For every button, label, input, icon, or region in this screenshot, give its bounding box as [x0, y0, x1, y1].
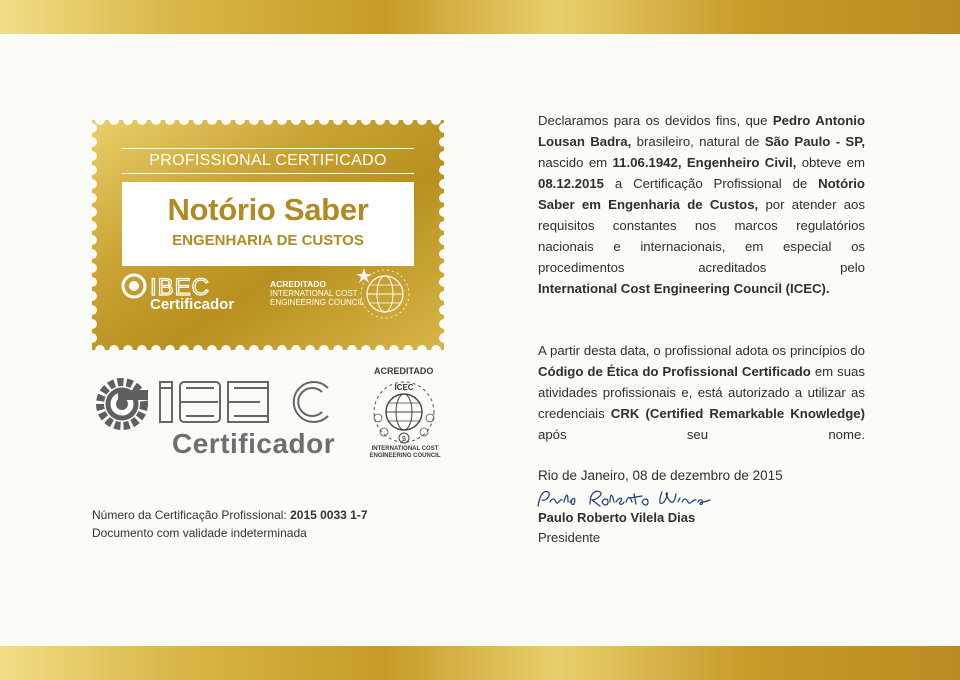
stamp-accredited-org-1: INTERNATIONAL COST [270, 289, 358, 298]
svg-text:IBEC: IBEC [150, 274, 211, 301]
p2-text-c: após seu nome. [538, 427, 865, 442]
holder-birth-date: 11.06.1942, [612, 155, 682, 170]
stamp-accredited-text [270, 280, 364, 307]
logo-certificador: Certificador [172, 428, 336, 459]
certification-date: 08.12.2015 [538, 176, 605, 191]
p1-text-c: nascido em [538, 155, 608, 170]
certification-validity: Documento com validade indeterminada [92, 526, 307, 540]
accredited-org-line-1: INTERNATIONAL COST [371, 446, 439, 452]
crk-credential: CRK (Certified Remarkable Knowledge) [610, 406, 865, 421]
stamp-subtitle: ENGENHARIA DE CUSTOS [172, 232, 364, 249]
p1-text-a: Declaramos para os devidos fins, que [538, 113, 768, 128]
ibec-logo [88, 372, 350, 436]
holder-city: São Paulo - SP, [764, 134, 865, 149]
certificate-stamp [92, 120, 444, 350]
certification-number-value: 2015 0033 1-7 [290, 508, 368, 522]
holder-profession: Engenheiro Civil, [686, 155, 797, 170]
ethics-code: Código de Ética do Profissional Certificado [538, 364, 811, 379]
signer-name: Paulo Roberto Vilela Dias [538, 510, 696, 525]
icec-seal-text: ICEC [394, 383, 414, 392]
stamp-accredited-org-2: ENGINEERING COUNCIL [270, 298, 365, 307]
top-gold-band [0, 0, 960, 34]
bottom-gold-band [0, 646, 960, 680]
p2-text-a: A partir desta data, o profissional adota os princípios do [538, 343, 865, 358]
stamp-certificador: Certificador [150, 296, 235, 313]
council-name: International Cost Engineering Council (ICEC). [538, 281, 830, 296]
stamp-title-box [122, 182, 414, 266]
stamp-header: PROFISSIONAL CERTIFICADO [122, 148, 414, 174]
holder-name: Pedro Antonio Lousan Badra, [538, 113, 865, 149]
icec-seal-icon [368, 378, 440, 446]
stamp-globe-icon [356, 262, 414, 324]
stamp-accredited-label: ACREDITADO [270, 279, 327, 289]
accredited-label: ACREDITADO [374, 366, 434, 376]
declaration-paragraph-1 [538, 110, 865, 299]
p1-text-b: brasileiro, natural de [636, 134, 760, 149]
p1-text-d: obteve em [801, 155, 865, 170]
svg-text:$: $ [402, 436, 406, 443]
accredited-org [360, 446, 450, 460]
signer-role: Presidente [538, 530, 601, 545]
place-date: Rio de Janeiro, 08 de dezembro de 2015 [538, 468, 783, 483]
accredited-org-line-2: ENGINEERING COUNCIL [369, 453, 441, 459]
p2-text-b: em suas atividades profissionais e, está autorizado a utilizar as credenciais [538, 364, 865, 421]
certification-number [92, 508, 368, 522]
stamp-title: Notório Saber [167, 192, 369, 227]
p1-text-e: a Certificação Profissional de [614, 176, 808, 191]
declaration-paragraph-2 [538, 340, 865, 445]
certification-name: Notório Saber em Engenharia de Custos, [538, 176, 865, 212]
certification-number-label: Número da Certificação Profissional: [92, 508, 287, 522]
p1-text-f: por atender aos requisitos constantes nos marcos regulatórios nacionais e internacionais, em especial os procedimentos acreditados pelo [538, 197, 865, 275]
